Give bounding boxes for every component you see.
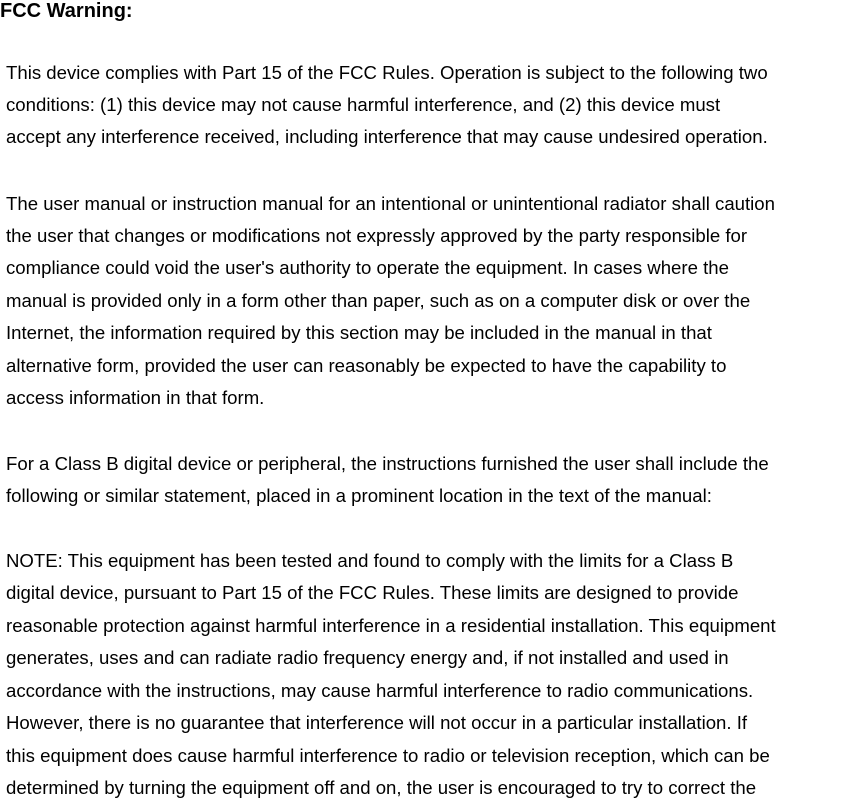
page-title: FCC Warning: [0,0,133,22]
paragraph-4-line-7: this equipment does cause harmful interference to radio or television reception, which can be [6,745,770,766]
paragraph-4-line-5: accordance with the instructions, may cause harmful interference to radio communications. [6,680,754,701]
paragraph-4-line-2: digital device, pursuant to Part 15 of the FCC Rules. These limits are designed to provide [6,582,739,603]
paragraph-2-line-7: access information in that form. [6,387,265,408]
paragraph-4-line-1: NOTE: This equipment has been tested and found to comply with the limits for a Class B [6,550,734,571]
paragraph-4-line-4: generates, uses and can radiate radio frequency energy and, if not installed and used in [6,647,729,668]
paragraph-4-line-6: However, there is no guarantee that interference will not occur in a particular installation. If [6,712,748,733]
paragraph-2-line-4: manual is provided only in a form other than paper, such as on a computer disk or over the [6,290,751,311]
paragraph-1-line-2: conditions: (1) this device may not cause harmful interference, and (2) this device must [6,94,721,115]
paragraph-3-line-1: For a Class B digital device or peripheral, the instructions furnished the user shall include the [6,453,769,474]
paragraph-3-line-2: following or similar statement, placed in a prominent location in the text of the manual: [6,485,712,506]
paragraph-2-line-2: the user that changes or modifications not expressly approved by the party responsible for [6,225,748,246]
paragraph-1-line-3: accept any interference received, including interference that may cause undesired operation. [6,126,768,147]
paragraph-1-line-1: This device complies with Part 15 of the FCC Rules. Operation is subject to the following two [6,62,768,83]
paragraph-2-line-3: compliance could void the user's authority to operate the equipment. In cases where the [6,257,729,278]
paragraph-2-line-1: The user manual or instruction manual for an intentional or unintentional radiator shall caution [6,193,775,214]
paragraph-2-line-6: alternative form, provided the user can reasonably be expected to have the capability to [6,355,727,376]
paragraph-4-line-8: determined by turning the equipment off and on, the user is encouraged to try to correct the [6,777,757,798]
paragraph-4-line-3: reasonable protection against harmful interference in a residential installation. This equipment [6,615,776,636]
paragraph-2-line-5: Internet, the information required by this section may be included in the manual in that [6,322,712,343]
